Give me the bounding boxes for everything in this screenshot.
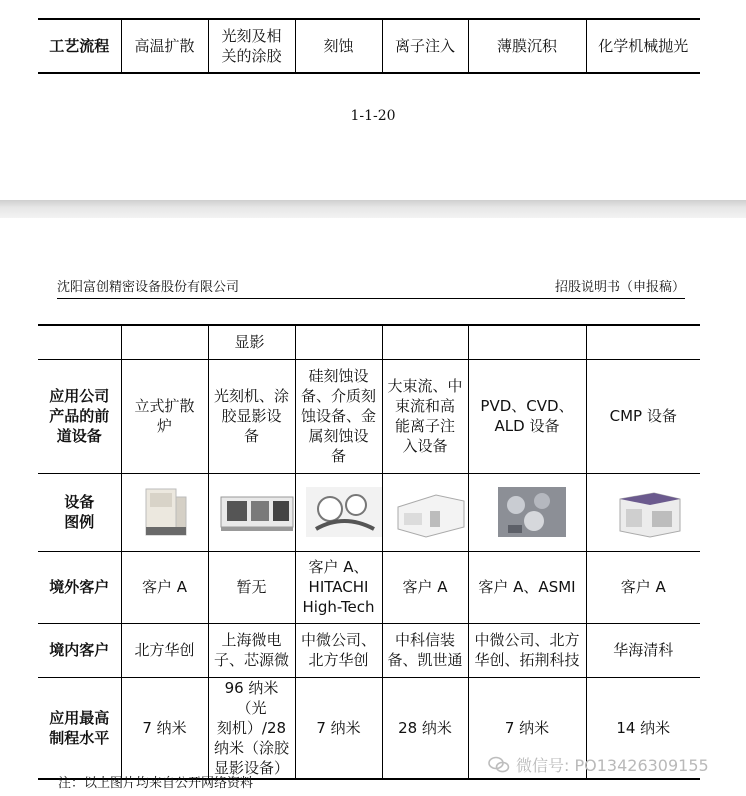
table-row [38, 325, 700, 359]
table-cell: 中微公司、 北方华创 [295, 623, 382, 677]
ion-implanter-image [392, 483, 458, 541]
process-cell: 高温扩散 [121, 19, 208, 73]
table-cell [295, 473, 382, 551]
process-cell: 化学机械抛光 [598, 37, 689, 55]
table-cell: 大束流、中 束流和高 能离子注 入设备 [382, 359, 468, 473]
watermark-text: 微信号: PO13426309155 [516, 756, 709, 775]
table-cell: 客户 A [121, 551, 208, 623]
page-number: 1-1-20 [350, 108, 396, 124]
process-table-top [38, 18, 700, 74]
table-cell: 7 纳米 [468, 677, 586, 779]
table-cell: PVD、CVD、 ALD 设备 [468, 359, 586, 473]
row-header: 应用最高 制程水平 [38, 677, 121, 779]
table-cell: 华海清科 [586, 623, 700, 677]
table-row [38, 623, 700, 677]
table-cell [468, 325, 586, 359]
wechat-icon [488, 756, 510, 774]
table-cell: 中科信装 备、凯世通 [382, 623, 468, 677]
table-cell [468, 473, 586, 551]
process-cell: 离子注入 [382, 19, 468, 73]
table-cell: CMP 设备 [586, 359, 700, 473]
document-type: 招股说明书（申报稿） [554, 280, 685, 295]
page-separator [0, 200, 746, 218]
table-cell: 硅刻蚀设 备、介质刻 蚀设备、金 属刻蚀设 备 [295, 359, 382, 473]
table-cell: 光刻机、涂 胶显影设 备 [208, 359, 295, 473]
company-name: 沈阳富创精密设备股份有限公司 [57, 280, 240, 295]
table-cell [382, 325, 468, 359]
row-header: 应用公司 产品的前 道设备 [38, 359, 121, 473]
table-cell [208, 473, 295, 551]
cmp-equipment-image [610, 483, 676, 541]
table-cell: 上海微电 子、芯源微 [208, 623, 295, 677]
table-cell: 14 纳米 [586, 677, 700, 779]
table-cell: 客户 A [382, 551, 468, 623]
table-cell: 中微公司、北方 华创、拓荆科技 [468, 623, 586, 677]
table-cell: 立式扩散 炉 [121, 359, 208, 473]
table-cell: 客户 A [586, 551, 700, 623]
table-cell: 7 纳米 [121, 677, 208, 779]
table-cell [295, 325, 382, 359]
lithography-track-image [219, 483, 285, 541]
etch-equipment-image [306, 483, 372, 541]
vertical-diffusion-furnace-image [132, 483, 198, 541]
table-cell: 28 纳米 [382, 677, 468, 779]
table-cell: 客户 A、ASMI [468, 551, 586, 623]
table-cell [586, 325, 700, 359]
table-cell [38, 325, 121, 359]
table-row [38, 359, 700, 473]
table-cell: 显影 [208, 325, 295, 359]
row-header: 境外客户 [38, 551, 121, 623]
table-cell [121, 473, 208, 551]
row-header: 设备 图例 [38, 473, 121, 551]
table-row [38, 551, 700, 623]
document-header [57, 278, 685, 299]
equipment-table [38, 324, 700, 780]
process-cell: 刻蚀 [295, 19, 382, 73]
process-cell: 薄膜沉积 [468, 19, 586, 73]
table-cell: 96 纳米（光 刻机）/28 纳米（涂胶 显影设备） [208, 677, 295, 779]
row-header: 境内客户 [38, 623, 121, 677]
process-cell: 光刻及相 关的涂胶 [208, 19, 295, 73]
table-cell: 客户 A、 HITACHI High-Tech [295, 551, 382, 623]
table-cell: 7 纳米 [295, 677, 382, 779]
table-cell [586, 473, 700, 551]
table-cell [382, 473, 468, 551]
process-row-header: 工艺流程 [38, 19, 121, 73]
table-row [38, 473, 700, 551]
table-cell: 北方华创 [121, 623, 208, 677]
table-cell: 暂无 [208, 551, 295, 623]
footnote: 注：以上图片均来自公开网络资料 [58, 776, 254, 791]
wechat-watermark [488, 753, 709, 776]
deposition-equipment-image [494, 483, 560, 541]
table-cell [121, 325, 208, 359]
